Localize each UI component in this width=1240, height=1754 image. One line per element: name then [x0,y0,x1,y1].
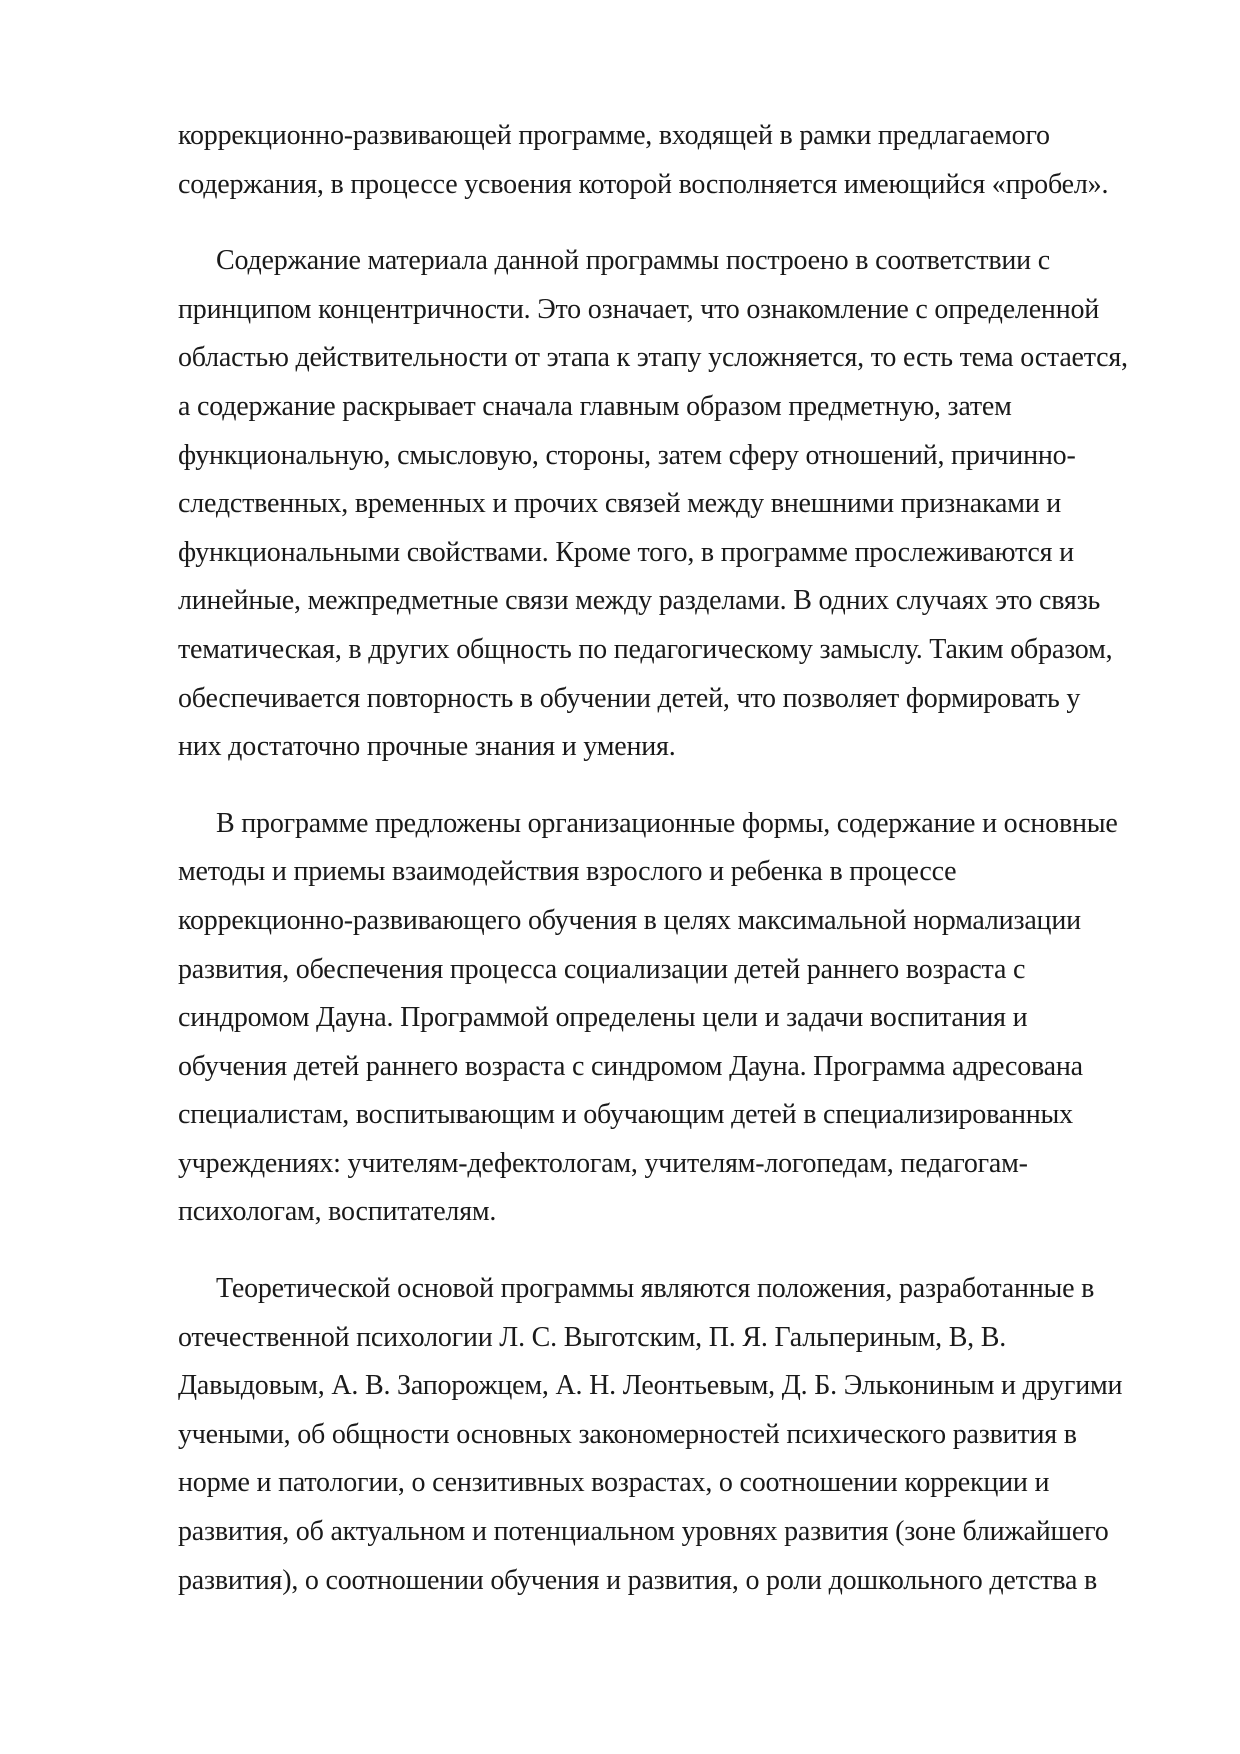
paragraph-gap [178,209,1168,237]
text-line: а содержание раскрывает сначала главным образом предметную, затем [178,390,1012,422]
text-line: развития, обеспечения процесса социализации детей раннего возраста с [178,953,1026,985]
text-line: развития, об актуальном и потенциальном уровнях развития (зоне ближайшего [178,1516,1109,1548]
text-line: линейные, межпредметные связи между разделами. В одних случаях это связь [178,585,1101,617]
text-line: Давыдовым, А. В. Запорожцем, А. Н. Леонтьевым, Д. Б. Элькониным и другими [178,1370,1123,1402]
text-line: норме и патологии, о сензитивных возрастах, о соотношении коррекции и [178,1467,1050,1499]
text-line: специалистам, воспитывающим и обучающим детей в специализированных [178,1099,1073,1131]
text-line: В программе предложены организационные формы, содержание и основные [216,807,1118,839]
paragraph-theoretical-basis [178,1265,1168,1605]
text-line: областью действительности от этапа к этапу усложняется, то есть тема остается, [178,342,1128,374]
body-text [178,112,1168,1605]
paragraph-continuation [178,112,1168,209]
text-line: синдромом Дауна. Программой определены цели и задачи воспитания и [178,1002,1028,1034]
text-line: функциональными свойствами. Кроме того, в программе прослеживаются и [178,536,1074,568]
text-line: методы и приемы взаимодействия взрослого и ребенка в процессе [178,856,957,888]
text-line: Содержание материала данной программы построено в соответствии с [216,245,1050,277]
text-line: обучения детей раннего возраста с синдромом Дауна. Программа адресована [178,1050,1083,1082]
text-line: тематическая, в других общность по педагогическому замыслу. Таким образом, [178,633,1113,665]
text-line: психологам, воспитателям. [178,1196,497,1228]
text-line: них достаточно прочные знания и умения. [178,731,676,763]
text-line: Теоретической основой программы являются положения, разработанные в [216,1273,1095,1305]
paragraph-gap [178,772,1168,800]
text-line: учеными, об общности основных закономерностей психического развития в [178,1418,1077,1450]
text-line: коррекционно-развивающего обучения в целях максимальной нормализации [178,904,1081,936]
paragraph-concentric-principle [178,237,1168,772]
text-line: следственных, временных и прочих связей между внешними признаками и [178,488,1062,520]
text-line: обеспечивается повторность в обучении детей, что позволяет формировать у [178,682,1081,714]
paragraph-gap [178,1237,1168,1265]
text-line: коррекционно-развивающей программе, входящей в рамки предлагаемого [178,120,1050,151]
text-line: содержания, в процессе усвоения которой восполняется имеющийся «пробел». [178,168,1109,200]
paragraph-program-forms [178,800,1168,1237]
text-line: принципом концентричности. Это означает, что ознакомление с определенной [178,293,1100,325]
text-line: отечественной психологии Л. С. Выготским, П. Я. Гальпериным, В, В. [178,1321,1007,1353]
text-line: функциональную, смысловую, стороны, затем сферу отношений, причинно- [178,439,1076,471]
text-line: развития), о соотношении обучения и развития, о роли дошкольного детства в [178,1564,1097,1596]
text-line: учреждениях: учителям-дефектологам, учителям-логопедам, педагогам- [178,1147,1028,1179]
